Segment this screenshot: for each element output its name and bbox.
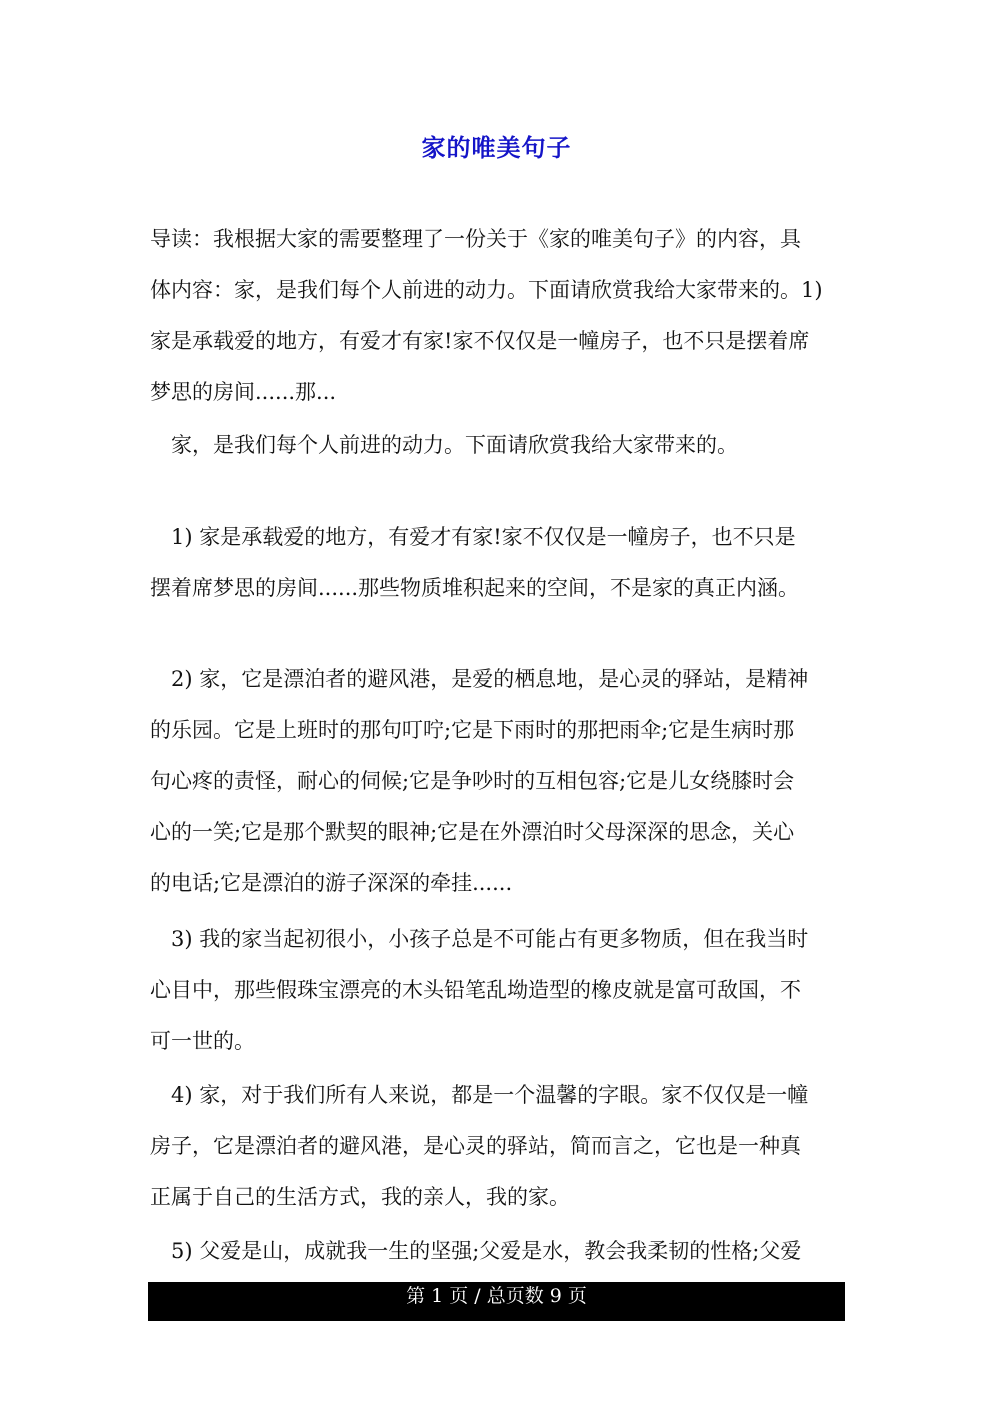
text-line: 梦思的房间......那... [150, 380, 337, 404]
text-line: 1) 家是承载爱的地方，有爱才有家!家不仅仅是一幢房子，也不只是 [150, 525, 796, 549]
page-footer [148, 1282, 845, 1321]
text-line: 心的一笑;它是那个默契的眼神;它是在外漂泊时父母深深的思念，关心 [150, 820, 795, 844]
text-line: 2) 家，它是漂泊者的避风港，是爱的栖息地，是心灵的驿站，是精神 [150, 667, 809, 691]
text-line: 家是承载爱的地方，有爱才有家!家不仅仅是一幢房子，也不只是摆着席 [150, 329, 810, 353]
paragraph-item-3 [150, 914, 850, 1067]
text-line: 摆着席梦思的房间......那些物质堆积起来的空间，不是家的真正内涵。 [150, 576, 800, 600]
text-line: 4) 家，对于我们所有人来说，都是一个温馨的字眼。家不仅仅是一幢 [150, 1083, 809, 1107]
text-line: 的乐园。它是上班时的那句叮咛;它是下雨时的那把雨伞;它是生病时那 [150, 718, 795, 742]
text-line: 体内容：家，是我们每个人前进的动力。下面请欣赏我给大家带来的。1) [150, 278, 823, 302]
paragraph-intro [150, 214, 850, 418]
text-line: 房子，它是漂泊者的避风港，是心灵的驿站，简而言之，它也是一种真 [150, 1134, 801, 1158]
page-number-label: 第 1 页 / 总页数 9 页 [406, 1285, 587, 1307]
text-line: 的电话;它是漂泊的游子深深的牵挂...... [150, 871, 513, 895]
text-line: 正属于自己的生活方式，我的亲人，我的家。 [150, 1185, 570, 1209]
paragraph-item-5 [150, 1226, 850, 1277]
document-title: 家的唯美句子 [421, 133, 572, 162]
text-line: 句心疼的责怪，耐心的伺候;它是争吵时的互相包容;它是儿女绕膝时会 [150, 769, 795, 793]
text-line: 5) 父爱是山，成就我一生的坚强;父爱是水，教会我柔韧的性格;父爱 [150, 1239, 802, 1263]
paragraph-item-1 [150, 512, 850, 614]
text-line: 可一世的。 [150, 1029, 255, 1053]
text-line: 心目中，那些假珠宝漂亮的木头铅笔乱坳造型的橡皮就是富可敌国，不 [150, 978, 801, 1002]
paragraph-item-4 [150, 1070, 850, 1223]
paragraph-lead [150, 420, 850, 471]
text-line: 家，是我们每个人前进的动力。下面请欣赏我给大家带来的。 [150, 433, 738, 457]
text-line: 导读：我根据大家的需要整理了一份关于《家的唯美句子》的内容，具 [150, 227, 801, 251]
text-line: 3) 我的家当起初很小，小孩子总是不可能占有更多物质，但在我当时 [150, 927, 809, 951]
paragraph-item-2 [150, 654, 850, 909]
